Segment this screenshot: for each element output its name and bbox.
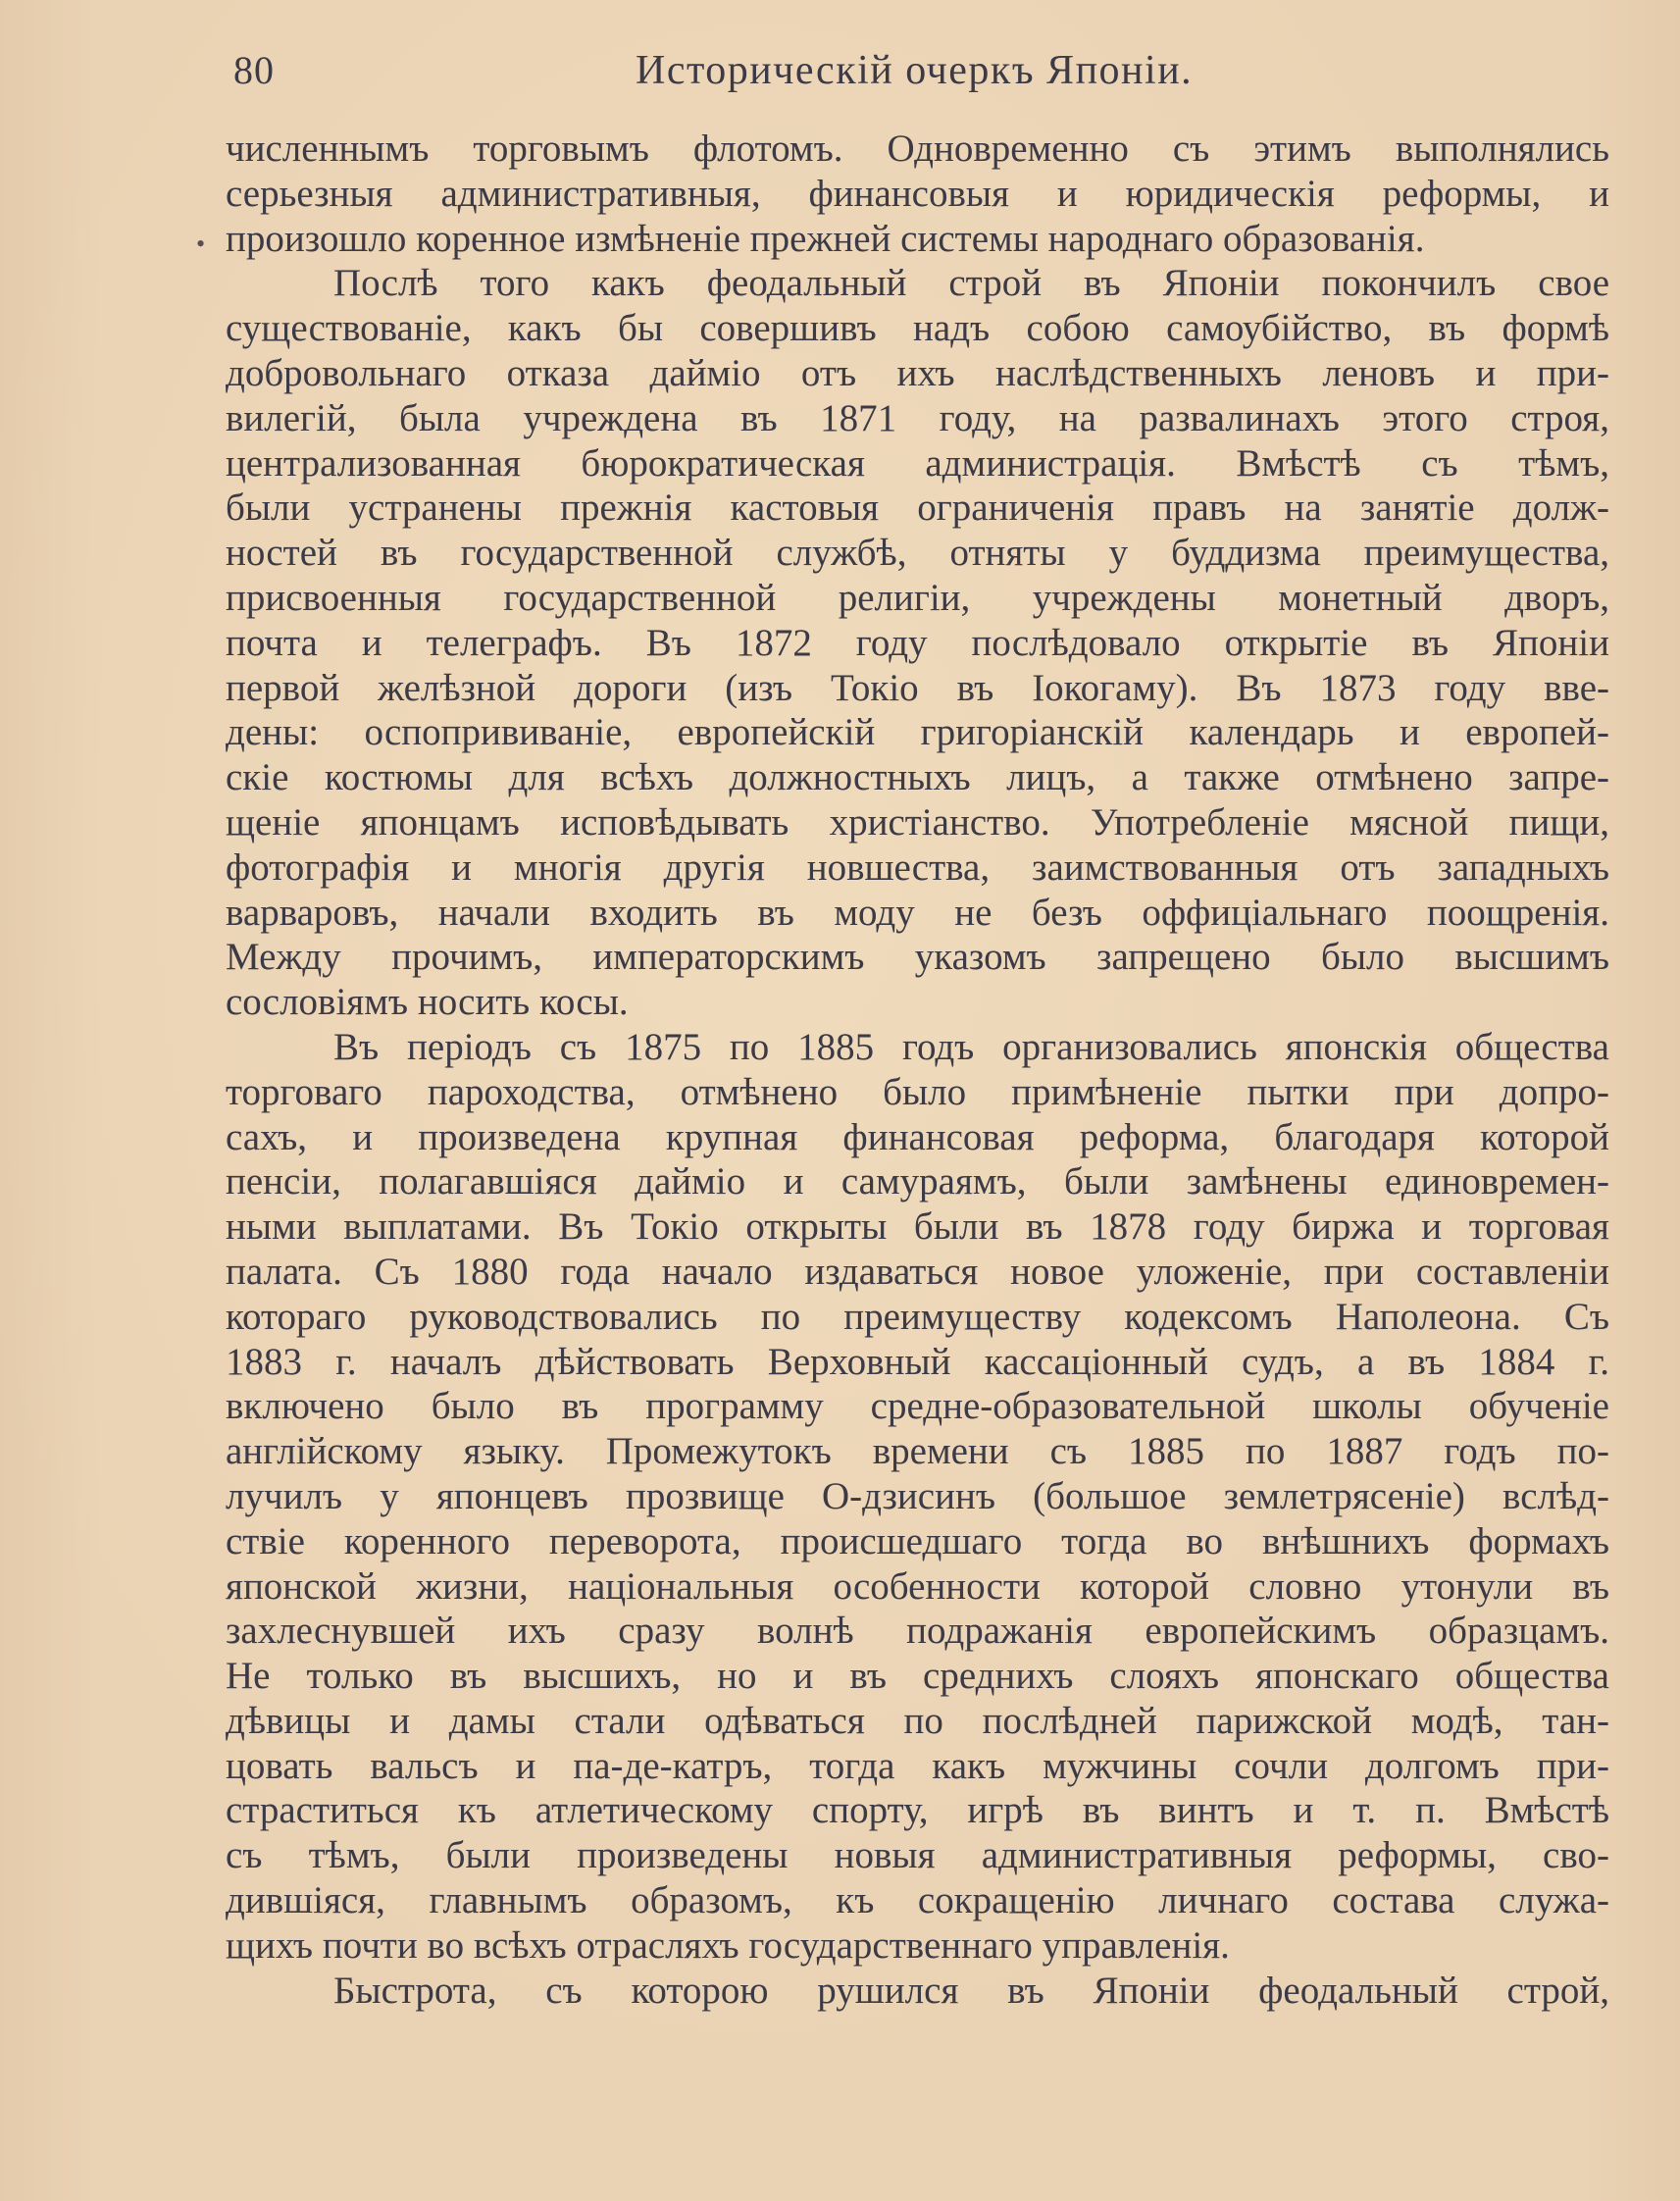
text-line: почта и телеграфъ. Въ 1872 году послѣдовало открытіе въ Японіи bbox=[226, 621, 1609, 664]
text-line: Въ періодъ съ 1875 по 1885 годъ организовались японскія общества bbox=[333, 1025, 1609, 1068]
text-line: пенсіи, полагавшіяся дайміо и самураямъ, были замѣнены единовремен- bbox=[226, 1160, 1609, 1203]
text-line: дѣвицы и дамы стали одѣваться по послѣдней парижской модѣ, тан- bbox=[226, 1699, 1609, 1742]
page-header bbox=[233, 41, 1214, 100]
text-line: варваровъ, начали входить въ моду не безъ оффиціальнаго поощренія. bbox=[226, 891, 1609, 934]
text-line: Не только въ высшихъ, но и въ среднихъ слояхъ японскаго общества bbox=[226, 1655, 1609, 1698]
text-line: торговаго пароходства, отмѣнено было примѣненіе пытки при допро- bbox=[226, 1070, 1609, 1113]
text-line: щихъ почти во всѣхъ отрасляхъ государственнаго управленія. bbox=[226, 1923, 1230, 1967]
text-line: сахъ, и произведена крупная финансовая реформа, благодаря которой bbox=[226, 1115, 1609, 1158]
text-line: скіе костюмы для всѣхъ должностныхъ лицъ, а также отмѣнено запре- bbox=[226, 756, 1609, 799]
text-line: сословіямъ носить косы. bbox=[226, 981, 629, 1024]
text-line: палата. Съ 1880 года начало издаваться новое уложеніе, при составленіи bbox=[226, 1250, 1609, 1293]
text-line: первой желѣзной дороги (изъ Токіо въ Іокогаму). Въ 1873 году вве- bbox=[226, 666, 1609, 709]
text-line: произошло коренное измѣненіе прежней системы народнаго образованія. bbox=[226, 217, 1425, 260]
body-text bbox=[226, 127, 1609, 2013]
text-line: цовать вальсъ и па-де-катръ, тогда какъ мужчины сочли долгомъ при- bbox=[226, 1744, 1609, 1787]
text-line: захлеснувшей ихъ сразу волнѣ подражанія европейскимъ образцамъ. bbox=[226, 1610, 1609, 1653]
text-line: ностей въ государственной службѣ, отняты у буддизма преимущества, bbox=[226, 532, 1609, 575]
text-line: дены: оспопрививаніе, европейскій григоріанскій календарь и европей- bbox=[226, 711, 1609, 754]
text-line: существованіе, какъ бы совершивъ надъ собою самоубійство, въ формѣ bbox=[226, 307, 1609, 350]
text-line: ствіе коренного переворота, происшедшаго тогда во внѣшнихъ формахъ bbox=[226, 1519, 1609, 1562]
margin-mark: • bbox=[196, 230, 206, 258]
text-line: щеніе японцамъ исповѣдывать христіанство. Употребленіе мясной пищи, bbox=[226, 800, 1609, 844]
text-line: фотографія и многія другія новшества, заимствованныя отъ западныхъ bbox=[226, 845, 1609, 889]
text-line: Послѣ того какъ феодальный строй въ Японіи покончилъ свое bbox=[333, 262, 1609, 305]
text-line: вилегій, была учреждена въ 1871 году, на развалинахъ этого строя, bbox=[226, 396, 1609, 439]
running-title: Историческій очеркъ Японіи. bbox=[636, 48, 1194, 93]
text-line: присвоенныя государственной религіи, учреждены монетный дворъ, bbox=[226, 576, 1609, 619]
text-line: котораго руководствовались по преимуществу кодексомъ Наполеона. Съ bbox=[226, 1295, 1609, 1338]
text-line: страститься къ атлетическому спорту, игрѣ въ винтъ и т. п. Вмѣстѣ bbox=[226, 1789, 1609, 1832]
text-line: ными выплатами. Въ Токіо открыты были въ 1878 году биржа и торговая bbox=[226, 1205, 1609, 1249]
text-line: дившіяся, главнымъ образомъ, къ сокращенію личнаго состава служа- bbox=[226, 1879, 1609, 1922]
text-line: серьезныя административныя, финансовыя и юридическія реформы, и bbox=[226, 172, 1609, 215]
text-line: численнымъ торговымъ флотомъ. Одновременно съ этимъ выполнялись bbox=[226, 128, 1609, 170]
text-line: добровольнаго отказа дайміо отъ ихъ наслѣдственныхъ леновъ и при- bbox=[226, 351, 1609, 394]
text-line: были устранены прежнія кастовыя ограниченія правъ на занятіе долж- bbox=[226, 486, 1609, 530]
text-line: съ тѣмъ, были произведены новыя административныя реформы, сво- bbox=[226, 1834, 1609, 1877]
text-line: лучилъ у японцевъ прозвище О-дзисинъ (большое землетрясеніе) вслѣд- bbox=[226, 1474, 1609, 1517]
text-line: англійскому языку. Промежутокъ времени съ 1885 по 1887 годъ по- bbox=[226, 1430, 1609, 1473]
text-line: Быстрота, съ которою рушился въ Японіи феодальный строй, bbox=[333, 1969, 1609, 2012]
text-line: 1883 г. началъ дѣйствовать Верховный кассаціонный судъ, а въ 1884 г. bbox=[226, 1340, 1609, 1383]
text-line: Между прочимъ, императорскимъ указомъ запрещено было высшимъ bbox=[226, 936, 1609, 979]
text-line: японской жизни, національныя особенности которой словно утонули въ bbox=[226, 1564, 1609, 1608]
text-line: централизованная бюрократическая администрація. Вмѣстѣ съ тѣмъ, bbox=[226, 441, 1609, 485]
page-number: 80 bbox=[233, 48, 275, 92]
text-line: включено было въ программу средне-образовательной школы обученіе bbox=[226, 1385, 1609, 1428]
